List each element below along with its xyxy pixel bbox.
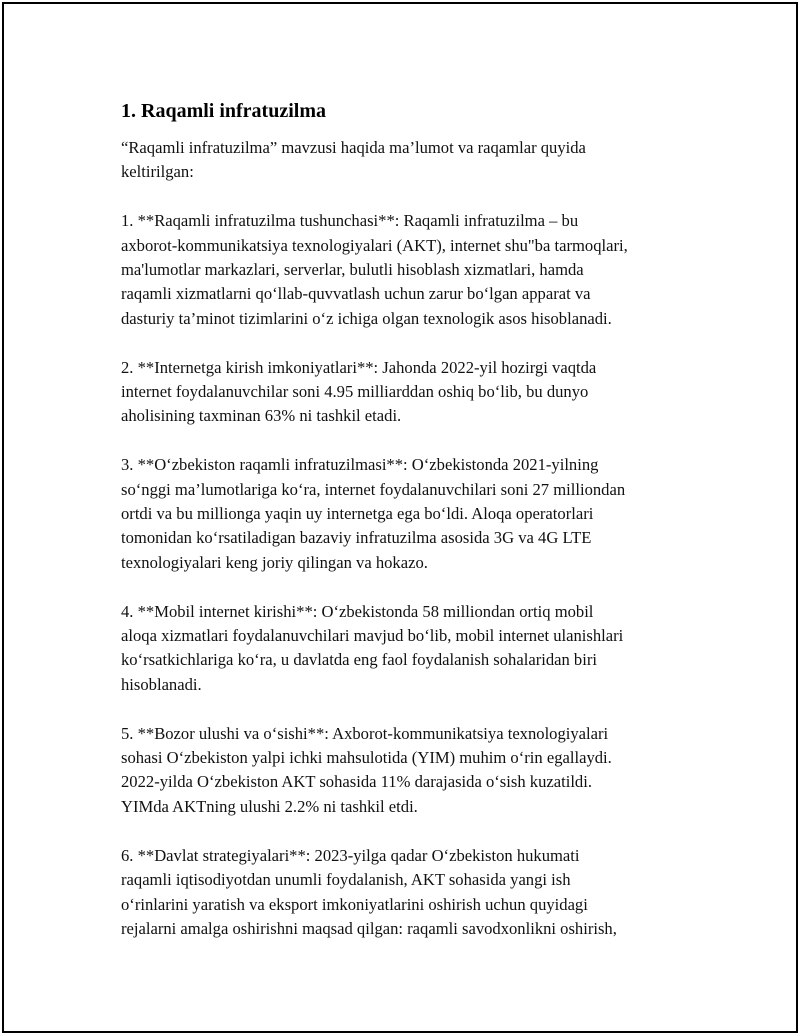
section-heading: 1. Raqamli infratuzilma [121,100,326,122]
paragraph-intro [121,136,691,185]
text-line: YIMda AKTning ulushi 2.2% ni tashkil etdi. [121,796,418,816]
text-line: raqamli iqtisodiyotdan unumli foydalanish, AKT sohasida yangi ish [121,870,571,890]
text-line: “Raqamli infratuzilma” mavzusi haqida ma’lumot va raqamlar quyida [121,138,586,157]
text-line: 2022-yilda O‘zbekiston AKT sohasida 11% darajasida o‘sish kuzatildi. [121,772,592,792]
text-line: o‘rinlarini yaratish va eksport imkoniyatlarini oshirish uchun quyidagi [121,894,588,914]
text-line: ma'lumotlar markazlari, serverlar, bulutli hisoblash xizmatlari, hamda [121,260,584,280]
text-line: so‘nggi ma’lumotlariga ko‘ra, internet foydalanuvchilari soni 27 milliondan [121,479,626,499]
document-body [121,98,691,966]
text-line: internet foydalanuvchilar soni 4.95 milliarddan oshiq bo‘lib, bu dunyo [121,382,589,402]
text-line: 6. **Davlat strategiyalari**: 2023-yilga qadar O‘zbekiston hukumati [121,845,580,865]
text-line: ortdi va bu millionga yaqin uy internetga ega bo‘ldi. Aloqa operatorlari [121,504,594,524]
text-line: dasturiy ta’minot tizimlarini o‘z ichiga olgan texnologik asos hisoblanadi. [121,308,612,328]
paragraph-item-1 [121,209,691,331]
paragraph-item-6 [121,844,691,942]
text-line: 1. **Raqamli infratuzilma tushunchasi**: Raqamli infratuzilma – bu [121,211,579,231]
text-line: ko‘rsatkichlariga ko‘ra, u davlatda eng faol foydalanish sohalaridan biri [121,650,597,670]
text-line: 5. **Bozor ulushi va o‘sishi**: Axborot-kommunikatsiya texnologiyalari [121,723,609,743]
text-line: 4. **Mobil internet kirishi**: O‘zbekistonda 58 milliondan ortiq mobil [121,601,594,621]
text-line: raqamli xizmatlarni qo‘llab-quvvatlash uchun zarur bo‘lgan apparat va [121,284,591,304]
paragraph-item-3 [121,453,691,575]
text-line: sohasi O‘zbekiston yalpi ichki mahsulotida (YIM) muhim o‘rin egallaydi. [121,748,612,768]
text-line: 3. **O‘zbekiston raqamli infratuzilmasi**: O‘zbekistonda 2021-yilning [121,455,599,475]
text-line: aloqa xizmatlari foydalanuvchilari mavjud bo‘lib, mobil internet ulanishlari [121,626,624,646]
text-line: axborot-kommunikatsiya texnologiyalari (AKT), internet shu"ba tarmoqlari, [121,235,628,255]
text-line: texnologiyalari keng joriy qilingan va hokazo. [121,552,428,572]
text-line: aholisining taxminan 63% ni tashkil etadi. [121,406,402,426]
paragraph-item-4 [121,600,691,698]
paragraph-item-5 [121,722,691,820]
paragraph-item-2 [121,356,691,429]
text-line: hisoblanadi. [121,674,202,694]
text-line: rejalarni amalga oshirishni maqsad qilgan: raqamli savodxonlikni oshirish, [121,918,617,938]
text-line: 2. **Internetga kirish imkoniyatlari**: Jahonda 2022-yil hozirgi vaqtda [121,357,597,377]
page-frame [2,2,798,1033]
text-line: keltirilgan: [121,162,194,182]
text-line: tomonidan ko‘rsatiladigan bazaviy infratuzilma asosida 3G va 4G LTE [121,528,592,548]
